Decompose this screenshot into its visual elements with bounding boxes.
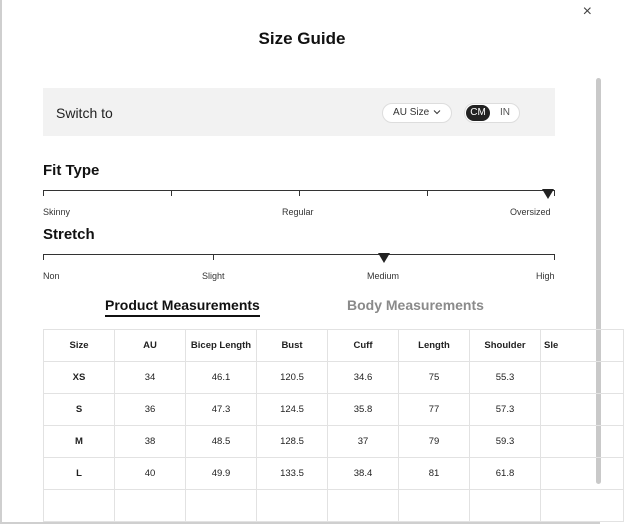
table-cell: 34 — [115, 362, 186, 394]
column-header: Sle — [541, 330, 624, 362]
size-system-select[interactable] — [382, 103, 452, 123]
table-cell — [257, 490, 328, 522]
column-header: Length — [399, 330, 470, 362]
table-cell: 75 — [399, 362, 470, 394]
table-row — [44, 362, 624, 394]
column-header: AU — [115, 330, 186, 362]
table-cell: S — [44, 394, 115, 426]
table-cell — [44, 490, 115, 522]
table-cell: 57.3 — [470, 394, 541, 426]
stretch-label-high: High — [536, 271, 555, 281]
fit-type-heading: Fit Type — [43, 162, 100, 179]
stretch-label-slight: Slight — [202, 271, 225, 281]
unit-in-button[interactable]: IN — [500, 107, 510, 118]
table-cell: 61.8 — [470, 458, 541, 490]
stretch-label-non: Non — [43, 271, 60, 281]
switch-to-label: Switch to — [56, 105, 113, 121]
table-cell — [115, 490, 186, 522]
table-cell: 34.6 — [328, 362, 399, 394]
stretch-scale — [43, 254, 555, 264]
stretch-marker — [378, 253, 390, 263]
table-cell — [541, 394, 624, 426]
table-cell — [470, 490, 541, 522]
table-cell: M — [44, 426, 115, 458]
table-cell: 79 — [399, 426, 470, 458]
column-header: Bust — [257, 330, 328, 362]
table-row — [44, 426, 624, 458]
table-cell: 77 — [399, 394, 470, 426]
tab-product-measurements[interactable]: Product Measurements — [105, 297, 260, 317]
table-cell: 48.5 — [186, 426, 257, 458]
fit-type-scale — [43, 190, 555, 200]
tab-body-measurements[interactable]: Body Measurements — [347, 297, 484, 313]
table-cell: 133.5 — [257, 458, 328, 490]
unit-switch-bar — [43, 88, 555, 136]
column-header: Cuff — [328, 330, 399, 362]
unit-toggle — [464, 103, 520, 123]
table-cell: 128.5 — [257, 426, 328, 458]
table-cell: XS — [44, 362, 115, 394]
table-cell — [399, 490, 470, 522]
fit-type-marker — [542, 189, 554, 199]
table-header-row — [44, 330, 624, 362]
table-cell: 37 — [328, 426, 399, 458]
table-cell — [541, 426, 624, 458]
fit-label-skinny: Skinny — [43, 207, 71, 217]
table-cell — [541, 490, 624, 522]
size-system-value: AU Size — [393, 107, 430, 118]
unit-cm-button[interactable]: CM — [466, 105, 490, 121]
table-cell: 124.5 — [257, 394, 328, 426]
table-cell: 38.4 — [328, 458, 399, 490]
table-cell: 40 — [115, 458, 186, 490]
table-row — [44, 458, 624, 490]
table-cell: 55.3 — [470, 362, 541, 394]
fit-label-oversized: Oversized — [510, 207, 551, 217]
table-cell — [186, 490, 257, 522]
table-cell: 81 — [399, 458, 470, 490]
table-cell — [541, 458, 624, 490]
fit-label-regular: Regular — [282, 207, 314, 217]
stretch-label-medium: Medium — [367, 271, 400, 281]
table-cell: 47.3 — [186, 394, 257, 426]
close-icon[interactable]: × — [582, 3, 592, 20]
column-header: Size — [44, 330, 115, 362]
table-cell — [328, 490, 399, 522]
table-cell: L — [44, 458, 115, 490]
table-cell — [541, 362, 624, 394]
column-header: Bicep Length — [186, 330, 257, 362]
table-cell: 38 — [115, 426, 186, 458]
page-title: Size Guide — [258, 29, 346, 48]
table-row — [44, 394, 624, 426]
table-cell: 59.3 — [470, 426, 541, 458]
table-cell: 36 — [115, 394, 186, 426]
column-header: Shoulder — [470, 330, 541, 362]
table-cell: 46.1 — [186, 362, 257, 394]
table-cell: 49.9 — [186, 458, 257, 490]
chevron-down-icon — [433, 109, 441, 115]
stretch-heading: Stretch — [43, 226, 95, 243]
measurements-table[interactable] — [43, 329, 559, 494]
table-row — [44, 490, 624, 522]
table-cell: 35.8 — [328, 394, 399, 426]
table-cell: 120.5 — [257, 362, 328, 394]
